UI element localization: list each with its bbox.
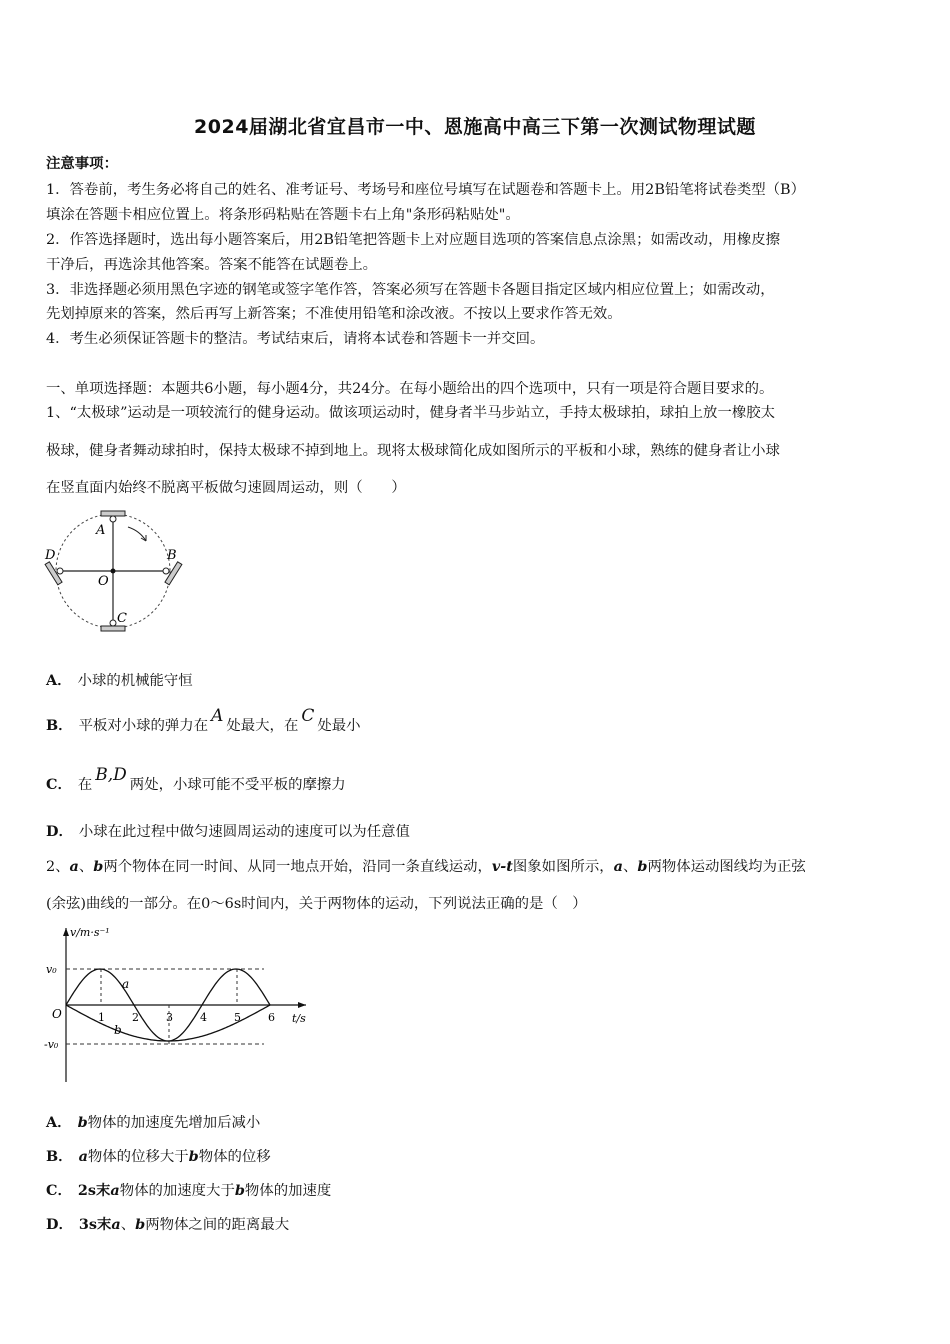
notice-heading: 注意事项： [46, 155, 118, 172]
notice-line: 4．考生必须保证答题卡的整洁。考试结束后，请将本试卷和答题卡一并交回。 [46, 331, 545, 347]
q2-option-d: D． 3s末a、b两物体之间的距离最大 [46, 1216, 290, 1233]
q2-option-c: C． 2s末a物体的加速度大于b物体的加速度 [46, 1182, 332, 1199]
tick-label: 5 [234, 1011, 241, 1024]
label-o: O [98, 574, 109, 589]
q2-stem-line: (余弦)曲线的一部分。在0～6s时间内，关于两物体的运动，下列说法正确的是（ ） [46, 896, 587, 912]
q1-stem-line: 1、“太极球”运动是一项较流行的健身运动。做该项运动时，健身者半马步站立，手持太极球拍，球拍上放一橡胶太 [46, 405, 776, 421]
label-b: B [167, 548, 177, 563]
q2-stem-line: 2、a、b两个物体在同一时间、从同一地点开始，沿同一条直线运动，v-t图象如图所示，a、b两物体运动图线均为正弦 [46, 858, 806, 875]
notice-line: 1．答卷前，考生务必将自己的姓名、准考证号、考场号和座位号填写在试题卷和答题卡上。用2B铅笔将试卷类型（B） [46, 182, 805, 198]
q2-vt-graph [44, 922, 314, 1090]
paddle-bottom [101, 626, 125, 631]
ball-right [163, 568, 169, 574]
ball-top [110, 516, 116, 522]
label-d: D [45, 548, 56, 563]
label-c: C [117, 611, 127, 626]
tick-label: 4 [200, 1011, 207, 1024]
tick-label: 3 [166, 1011, 173, 1024]
ball-left [57, 568, 63, 574]
x-axis-label: t/s [292, 1012, 306, 1025]
tick-label: 1 [98, 1011, 105, 1024]
q1-stem-line: 在竖直面内始终不脱离平板做匀速圆周运动，则（ ） [46, 480, 406, 496]
center-point [111, 569, 116, 574]
q1-option-a: A． 小球的机械能守恒 [46, 672, 193, 689]
curve-a-label: a [122, 977, 130, 991]
tick-label: 2 [132, 1011, 139, 1024]
q1-figure [40, 505, 190, 637]
origin-label: O [52, 1007, 62, 1021]
neg-v0-label: -v₀ [44, 1038, 59, 1051]
notice-line: 2．作答选择题时，选出每小题答案后，用2B铅笔把答题卡上对应题目选项的答案信息点涂黑；如需改动，用橡皮擦 [46, 232, 781, 248]
y-axis-label: v/m·s⁻¹ [70, 926, 110, 939]
notice-line: 先划掉原来的答案，然后再写上新答案；不准使用铅笔和涂改液。不按以上要求作答无效。 [46, 306, 622, 322]
paddle-top [101, 511, 125, 516]
section-heading: 一、单项选择题：本题共6小题，每小题4分，共24分。在每小题给出的四个选项中，只有一项是符合题目要求的。 [46, 381, 774, 397]
curve-b-label: b [114, 1023, 122, 1037]
notice-line: 填涂在答题卡相应位置上。将条形码粘贴在答题卡右上角"条形码粘贴处"。 [46, 207, 520, 223]
q2-option-a: A． b物体的加速度先增加后减小 [46, 1114, 261, 1131]
q1-option-d: D． 小球在此过程中做匀速圆周运动的速度可以为任意值 [46, 823, 410, 840]
label-a: A [96, 523, 106, 538]
notice-line: 3．非选择题必须用黑色字迹的钢笔或签字笔作答，答案必须写在答题卡各题目指定区域内相应位置上；如需改动， [46, 282, 775, 298]
q2-option-b: B． a物体的位移大于b物体的位移 [46, 1148, 271, 1165]
notice-line: 干净后，再选涂其他答案。答案不能答在试题卷上。 [46, 257, 377, 273]
ball-bottom [110, 620, 116, 626]
q1-option-c: C． 在 B,D 两处，小球可能不受平板的摩擦力 [46, 765, 346, 793]
q1-option-b: B． 平板对小球的弹力在 A 处最大，在 C 处最小 [46, 706, 361, 734]
page-title: 2024届湖北省宜昌市一中、恩施高中高三下第一次测试物理试题 [194, 116, 756, 138]
tick-label: 6 [268, 1011, 275, 1024]
q1-stem-line: 极球，健身者舞动球拍时，保持太极球不掉到地上。现将太极球简化成如图所示的平板和小球，熟练的健身者让小球 [46, 443, 780, 459]
v0-label: v₀ [46, 963, 57, 976]
